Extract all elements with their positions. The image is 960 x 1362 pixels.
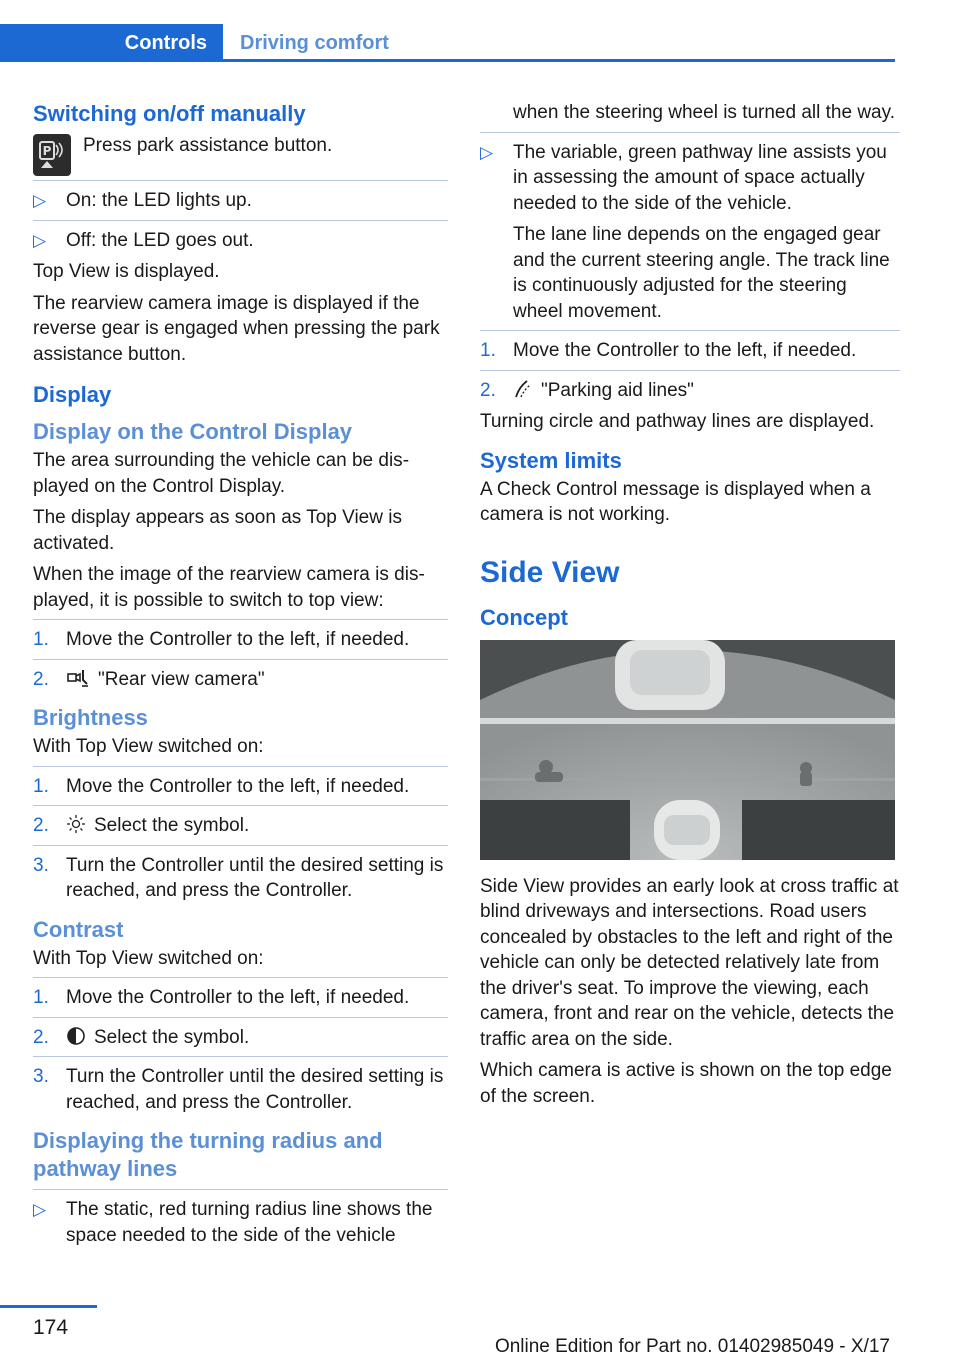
press-button-row xyxy=(33,134,448,176)
paragraph: A Check Control message is displayed when a camera is not working. xyxy=(480,478,871,525)
page-number: 174 xyxy=(33,1316,69,1339)
divider xyxy=(33,180,448,181)
paragraph: Side View provides an early look at cross traffic at blind driveways and intersections. Road users concealed by obstacles to the left and right of the vehicle can only be detected relatively late from the driver's seat. To improve the viewing, each camera, front and rear on the vehicle, detects the traffic area on the side. xyxy=(480,875,899,1050)
heading-display: Display xyxy=(33,382,112,407)
parking-aid-lines-icon xyxy=(513,379,533,399)
sun-icon xyxy=(66,814,86,834)
list-item: ▷ The static, red turning radius line shows the space needed to the side of the vehicle xyxy=(33,1199,433,1246)
footer-rule xyxy=(0,1305,97,1308)
paragraph: Which camera is active is shown on the top edge of the screen. xyxy=(480,1060,892,1107)
list-item: ▷ Off: the LED goes out. xyxy=(33,229,254,251)
page-header xyxy=(0,24,895,62)
divider xyxy=(33,845,448,846)
divider xyxy=(33,977,448,978)
divider xyxy=(33,1056,448,1057)
heading-switching: Switching on/off manually xyxy=(33,101,306,126)
divider xyxy=(33,659,448,660)
press-text: Press park assistance button. xyxy=(83,135,333,156)
paragraph: The area surrounding the vehicle can be displayed on the Control Display. xyxy=(33,450,410,497)
contrast-icon xyxy=(66,1026,86,1046)
park-assist-icon xyxy=(33,134,71,176)
heading-turning-radius: Displaying the turning radius and pathway lines xyxy=(33,1128,383,1181)
list-item: 1. Move the Controller to the left, if needed. xyxy=(33,987,410,1008)
list-item: 2. Select the symbol. xyxy=(33,1026,250,1048)
edition-text: Online Edition for Part no. 01402985049 - X/17 xyxy=(494,1336,890,1357)
paragraph: With Top View switched on: xyxy=(33,736,264,757)
divider xyxy=(480,132,900,133)
list-item: 1. Move the Controller to the left, if needed. xyxy=(33,629,410,650)
divider xyxy=(33,619,448,620)
heading-brightness: Brightness xyxy=(33,705,148,730)
heading-concept: Concept xyxy=(480,604,568,630)
paragraph: With Top View switched on: xyxy=(33,947,264,969)
list-item: 2. "Rear view camera" xyxy=(33,668,265,690)
divider xyxy=(33,220,448,221)
list-item-continuation: when the steering wheel is turned all the way. xyxy=(513,102,895,123)
list-item-continuation: The lane line depends on the engaged gear and the current steering angle. The track line is continuously adjusted for the steering wheel movement. xyxy=(513,224,890,322)
tab-driving-comfort[interactable]: Driving comfort xyxy=(240,31,389,54)
list-item: 3. Turn the Controller until the desired setting is reached, and press the Controller. xyxy=(33,854,444,901)
svg-text:P: P xyxy=(42,144,52,158)
divider xyxy=(33,766,448,767)
list-item: 3. Turn the Controller until the desired setting is reached, and press the Controller. xyxy=(33,1066,444,1113)
paragraph: When the image of the rearview camera is displayed, it is possible to switch to top view: xyxy=(33,564,425,611)
right-column xyxy=(480,100,900,1115)
divider xyxy=(33,1017,448,1018)
heading-display-cd: Display on the Control Display xyxy=(33,419,353,444)
paragraph: The display appears as soon as Top View is activated. xyxy=(33,507,402,554)
list-item: 1. Move the Controller to the left, if needed. xyxy=(33,775,410,797)
list-item: 2. "Parking aid lines" xyxy=(480,379,694,401)
list-item: ▷ The variable, green pathway line assists you in assessing the amount of space actually needed to the side of the vehicle. xyxy=(480,141,887,214)
header-rule xyxy=(0,59,895,62)
divider xyxy=(480,370,900,371)
divider xyxy=(33,1189,448,1190)
heading-system-limits: System limits xyxy=(480,447,622,473)
rear-camera-icon xyxy=(66,668,90,688)
tab-controls[interactable]: Controls xyxy=(0,24,223,62)
side-view-camera-image xyxy=(480,640,895,860)
heading-contrast: Contrast xyxy=(33,916,124,942)
heading-side-view: Side View xyxy=(480,555,620,589)
divider xyxy=(33,805,448,806)
divider xyxy=(480,330,900,331)
paragraph: The rearview camera image is displayed if the reverse gear is engaged when pressing the park assistance button. xyxy=(33,292,440,365)
paragraph: Top View is displayed. xyxy=(33,261,220,282)
left-column xyxy=(33,100,448,1254)
list-item: 1. Move the Controller to the left, if needed. xyxy=(480,340,857,361)
list-item: 2. Select the symbol. xyxy=(33,815,250,836)
paragraph: Turning circle and pathway lines are displayed. xyxy=(480,411,875,432)
list-item: ▷ On: the LED lights up. xyxy=(33,190,252,211)
